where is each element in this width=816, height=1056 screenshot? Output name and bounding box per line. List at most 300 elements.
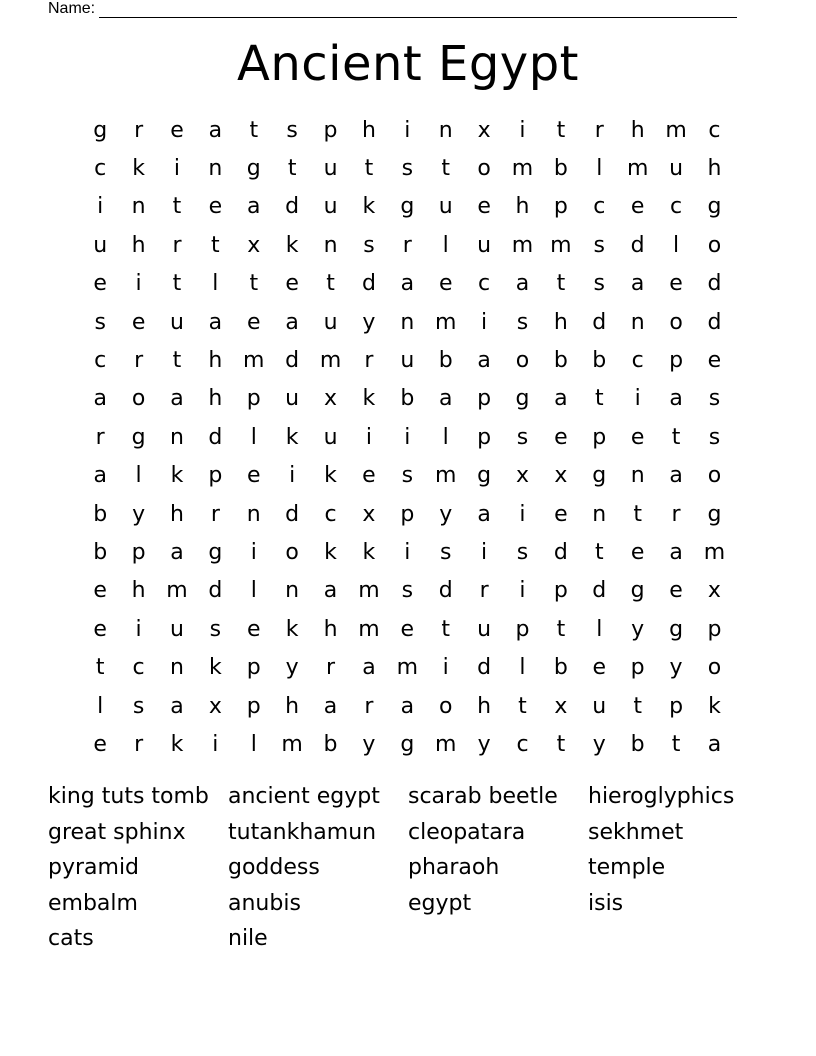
grid-cell[interactable]: a: [515, 271, 530, 297]
grid-cell[interactable]: o: [707, 463, 722, 489]
word-list-item: anubis: [228, 890, 301, 916]
grid-cell[interactable]: c: [94, 348, 107, 374]
grid-cell[interactable]: o: [285, 539, 299, 565]
grid-cell[interactable]: e: [630, 424, 645, 450]
grid-cell[interactable]: k: [362, 194, 376, 220]
word-list: [48, 779, 768, 957]
grid-cell[interactable]: i: [634, 386, 641, 412]
grid-cell[interactable]: x: [707, 578, 721, 604]
grid-cell[interactable]: l: [672, 232, 680, 258]
grid-cell[interactable]: u: [323, 194, 338, 220]
grid-cell[interactable]: h: [477, 693, 492, 719]
grid-cell[interactable]: t: [556, 731, 566, 757]
grid-cell[interactable]: k: [362, 386, 376, 412]
grid-cell[interactable]: d: [361, 271, 376, 297]
grid-cell[interactable]: u: [323, 156, 338, 182]
grid-cell[interactable]: o: [477, 156, 491, 182]
grid-cell[interactable]: r: [594, 117, 604, 143]
grid-cell[interactable]: d: [707, 271, 722, 297]
grid-cell[interactable]: a: [323, 578, 338, 604]
grid-cell[interactable]: t: [671, 424, 681, 450]
grid-cell[interactable]: a: [93, 463, 107, 489]
grid-cell[interactable]: p: [630, 655, 645, 681]
grid-cell[interactable]: h: [630, 117, 645, 143]
grid-cell[interactable]: y: [592, 731, 606, 757]
grid-cell[interactable]: a: [630, 271, 645, 297]
grid-cell[interactable]: e: [438, 271, 453, 297]
grid-cell[interactable]: e: [93, 731, 107, 757]
grid-cell[interactable]: i: [442, 655, 449, 681]
grid-cell[interactable]: p: [323, 117, 338, 143]
grid-cell[interactable]: c: [132, 655, 145, 681]
grid-cell[interactable]: t: [556, 616, 566, 642]
grid-cell[interactable]: m: [166, 578, 188, 604]
grid-cell[interactable]: g: [400, 194, 415, 220]
grid-cell[interactable]: d: [630, 232, 645, 258]
grid-cell[interactable]: e: [554, 424, 568, 450]
grid-cell[interactable]: s: [708, 424, 721, 450]
grid-cell[interactable]: k: [708, 693, 721, 719]
grid-cell[interactable]: r: [134, 117, 144, 143]
grid-cell[interactable]: i: [97, 194, 104, 220]
grid-cell[interactable]: p: [669, 693, 684, 719]
grid-cell[interactable]: m: [434, 731, 457, 757]
grid-cell[interactable]: e: [707, 348, 722, 374]
grid-cell[interactable]: l: [212, 271, 219, 297]
grid-cell[interactable]: t: [326, 271, 335, 297]
grid-cell[interactable]: s: [439, 539, 452, 565]
grid-cell[interactable]: t: [441, 156, 451, 182]
grid-cell[interactable]: n: [131, 194, 146, 220]
grid-cell[interactable]: d: [208, 424, 223, 450]
grid-cell[interactable]: o: [131, 386, 146, 412]
grid-cell[interactable]: e: [362, 463, 376, 489]
grid-cell[interactable]: s: [593, 271, 605, 297]
grid-cell[interactable]: n: [438, 117, 453, 143]
grid-cell[interactable]: r: [402, 232, 412, 258]
grid-row: [81, 457, 734, 495]
grid-cell[interactable]: p: [477, 386, 492, 412]
grid-cell[interactable]: n: [592, 501, 607, 527]
grid-cell[interactable]: l: [442, 232, 449, 258]
grid-cell[interactable]: d: [285, 194, 300, 220]
grid-cell[interactable]: a: [400, 271, 415, 297]
grid-cell[interactable]: x: [362, 501, 376, 527]
grid-cell[interactable]: s: [94, 309, 106, 335]
grid-cell[interactable]: s: [708, 386, 721, 412]
grid-cell[interactable]: n: [246, 501, 261, 527]
grid-cell[interactable]: t: [633, 693, 642, 719]
grid-cell[interactable]: u: [323, 309, 338, 335]
grid-cell[interactable]: m: [319, 348, 342, 374]
grid-cell[interactable]: h: [285, 693, 300, 719]
grid-cell[interactable]: u: [170, 309, 184, 335]
grid-cell[interactable]: c: [593, 194, 606, 220]
grid-cell[interactable]: y: [132, 501, 146, 527]
grid-cell[interactable]: h: [361, 117, 376, 143]
grid-cell[interactable]: c: [94, 156, 107, 182]
grid-cell[interactable]: b: [630, 731, 645, 757]
grid-cell[interactable]: g: [707, 194, 722, 220]
grid-cell[interactable]: i: [173, 156, 181, 182]
grid-cell[interactable]: l: [442, 424, 449, 450]
grid-cell[interactable]: d: [592, 578, 607, 604]
grid-cell[interactable]: x: [208, 693, 222, 719]
grid-cell[interactable]: h: [131, 232, 146, 258]
word-list-item: king tuts tomb: [48, 784, 209, 809]
grid-cell[interactable]: m: [281, 731, 303, 757]
grid-cell[interactable]: p: [592, 424, 607, 450]
grid-cell[interactable]: c: [478, 271, 491, 297]
grid-cell[interactable]: u: [477, 616, 492, 642]
grid-cell[interactable]: a: [93, 386, 107, 412]
grid-cell[interactable]: n: [170, 424, 184, 450]
grid-cell[interactable]: l: [250, 731, 257, 757]
grid-cell[interactable]: i: [250, 539, 257, 565]
grid-cell[interactable]: g: [669, 616, 684, 642]
grid-cell[interactable]: t: [287, 156, 297, 182]
grid-cell[interactable]: u: [669, 156, 684, 182]
grid-cell[interactable]: d: [285, 348, 300, 374]
grid-cell[interactable]: t: [633, 501, 642, 527]
grid-cell[interactable]: u: [592, 693, 607, 719]
grid-cell[interactable]: g: [208, 539, 223, 565]
grid-row: [81, 533, 734, 571]
grid-cell[interactable]: h: [553, 309, 568, 335]
grid-cell[interactable]: e: [400, 616, 415, 642]
name-underline[interactable]: [99, 3, 737, 18]
grid-cell[interactable]: e: [477, 194, 491, 220]
grid-cell[interactable]: l: [250, 424, 257, 450]
grid-cell[interactable]: m: [703, 539, 726, 565]
grid-cell[interactable]: y: [362, 309, 376, 335]
grid-cell[interactable]: o: [515, 348, 530, 374]
grid-row: [81, 188, 734, 226]
grid-cell[interactable]: s: [401, 156, 414, 182]
grid-cell[interactable]: s: [593, 232, 605, 258]
grid-cell[interactable]: a: [208, 117, 223, 143]
grid-cell[interactable]: l: [250, 578, 257, 604]
grid-cell[interactable]: a: [707, 731, 722, 757]
grid-cell[interactable]: c: [708, 117, 721, 143]
grid-cell[interactable]: e: [592, 655, 607, 681]
grid-cell[interactable]: g: [131, 424, 146, 450]
grid-cell[interactable]: o: [707, 232, 722, 258]
grid-cell[interactable]: g: [707, 501, 722, 527]
grid-cell[interactable]: b: [553, 348, 568, 374]
grid-cell[interactable]: r: [326, 655, 336, 681]
grid-cell[interactable]: m: [434, 463, 457, 489]
grid-cell[interactable]: k: [170, 731, 184, 757]
grid-cell[interactable]: t: [249, 117, 259, 143]
grid-cell[interactable]: p: [131, 539, 146, 565]
grid-cell[interactable]: o: [707, 655, 722, 681]
grid-cell[interactable]: a: [170, 386, 184, 412]
grid-cell[interactable]: b: [553, 156, 568, 182]
grid-cell[interactable]: s: [363, 232, 375, 258]
grid-cell[interactable]: s: [401, 578, 414, 604]
grid-cell[interactable]: b: [438, 348, 453, 374]
grid-cell[interactable]: a: [477, 348, 491, 374]
grid-cell[interactable]: a: [669, 539, 683, 565]
grid-cell[interactable]: m: [358, 616, 380, 642]
grid-cell[interactable]: r: [364, 693, 374, 719]
grid-cell[interactable]: a: [247, 194, 261, 220]
grid-cell[interactable]: k: [324, 463, 337, 489]
grid-cell[interactable]: p: [553, 578, 568, 604]
grid-cell[interactable]: g: [592, 463, 607, 489]
grid-cell[interactable]: e: [170, 117, 184, 143]
grid-cell[interactable]: e: [554, 501, 568, 527]
grid-row: [81, 226, 734, 264]
grid-cell[interactable]: a: [170, 539, 184, 565]
grid-cell[interactable]: d: [477, 655, 492, 681]
grid-cell[interactable]: i: [212, 731, 219, 757]
grid-cell[interactable]: l: [596, 156, 603, 182]
grid-cell[interactable]: t: [556, 271, 566, 297]
grid-cell[interactable]: e: [246, 463, 261, 489]
grid-cell[interactable]: i: [404, 539, 411, 565]
grid-cell[interactable]: k: [285, 616, 299, 642]
grid-cell[interactable]: i: [365, 424, 372, 450]
grid-cell[interactable]: p: [477, 424, 492, 450]
grid-cell[interactable]: b: [592, 348, 607, 374]
grid-cell[interactable]: r: [172, 232, 182, 258]
grid-cell[interactable]: l: [97, 693, 104, 719]
grid-cell[interactable]: d: [438, 578, 453, 604]
grid-cell[interactable]: e: [131, 309, 146, 335]
grid-cell[interactable]: d: [285, 501, 300, 527]
grid-cell[interactable]: y: [439, 501, 453, 527]
grid-cell[interactable]: s: [516, 539, 529, 565]
grid-cell[interactable]: k: [208, 655, 222, 681]
grid-cell[interactable]: p: [707, 616, 722, 642]
grid-cell[interactable]: m: [434, 309, 457, 335]
grid-cell[interactable]: e: [669, 271, 683, 297]
grid-cell[interactable]: d: [592, 309, 607, 335]
grid-cell[interactable]: n: [400, 309, 415, 335]
grid-cell[interactable]: x: [247, 232, 261, 258]
grid-cell[interactable]: e: [630, 539, 645, 565]
grid-cell[interactable]: e: [93, 271, 107, 297]
grid-cell[interactable]: t: [518, 693, 527, 719]
grid-cell[interactable]: a: [208, 309, 223, 335]
grid-cell[interactable]: s: [516, 309, 529, 335]
grid-cell[interactable]: y: [669, 655, 683, 681]
grid-cell[interactable]: i: [135, 271, 142, 297]
grid-cell[interactable]: n: [170, 655, 184, 681]
grid-cell[interactable]: a: [477, 501, 491, 527]
grid-cell[interactable]: o: [669, 309, 683, 335]
grid-cell[interactable]: y: [362, 731, 376, 757]
grid-cell[interactable]: k: [285, 232, 299, 258]
grid-cell[interactable]: m: [358, 578, 380, 604]
grid-cell[interactable]: c: [670, 194, 683, 220]
grid-cell[interactable]: p: [246, 693, 261, 719]
grid-cell[interactable]: p: [553, 194, 568, 220]
grid-cell[interactable]: a: [669, 463, 683, 489]
grid-cell[interactable]: y: [631, 616, 645, 642]
grid-cell[interactable]: i: [519, 578, 526, 604]
grid-cell[interactable]: s: [132, 693, 145, 719]
grid-cell[interactable]: u: [438, 194, 453, 220]
grid-cell[interactable]: l: [519, 655, 526, 681]
grid-cell[interactable]: e: [285, 271, 299, 297]
grid-cell[interactable]: t: [172, 194, 182, 220]
grid-cell[interactable]: e: [630, 194, 645, 220]
grid-cell[interactable]: a: [323, 693, 338, 719]
grid-cell[interactable]: x: [554, 693, 568, 719]
grid-cell[interactable]: a: [285, 309, 299, 335]
grid-cell[interactable]: b: [553, 655, 568, 681]
grid-cell[interactable]: r: [134, 348, 144, 374]
grid-cell[interactable]: s: [286, 117, 298, 143]
grid-cell[interactable]: t: [594, 539, 604, 565]
grid-cell[interactable]: u: [93, 232, 108, 258]
grid-cell[interactable]: h: [515, 194, 530, 220]
grid-cell[interactable]: r: [210, 501, 220, 527]
grid-cell[interactable]: i: [404, 424, 411, 450]
grid-row: [81, 341, 734, 379]
grid-cell[interactable]: n: [630, 463, 645, 489]
grid-cell[interactable]: n: [285, 578, 300, 604]
grid-cell[interactable]: e: [246, 309, 261, 335]
grid-cell[interactable]: g: [93, 117, 108, 143]
grid-cell[interactable]: i: [135, 616, 142, 642]
grid-cell[interactable]: e: [93, 578, 107, 604]
grid-cell[interactable]: m: [511, 232, 534, 258]
grid-cell[interactable]: n: [630, 309, 645, 335]
grid-cell[interactable]: p: [246, 655, 261, 681]
grid-cell[interactable]: r: [364, 348, 374, 374]
grid-cell[interactable]: k: [285, 424, 299, 450]
grid-cell[interactable]: r: [479, 578, 489, 604]
grid-cell[interactable]: m: [243, 348, 265, 374]
grid-cell[interactable]: g: [246, 156, 261, 182]
grid-cell[interactable]: t: [364, 156, 374, 182]
grid-cell[interactable]: t: [556, 117, 566, 143]
grid-cell[interactable]: x: [477, 117, 491, 143]
grid-cell[interactable]: s: [209, 616, 222, 642]
grid-cell[interactable]: r: [671, 501, 681, 527]
grid-cell[interactable]: u: [477, 232, 492, 258]
grid-cell[interactable]: i: [404, 117, 411, 143]
grid-cell[interactable]: u: [400, 348, 415, 374]
grid-cell[interactable]: p: [246, 386, 261, 412]
grid-cell[interactable]: a: [170, 693, 184, 719]
grid-cell[interactable]: b: [323, 731, 338, 757]
grid-cell[interactable]: i: [519, 117, 526, 143]
grid-cell[interactable]: e: [93, 616, 107, 642]
grid-cell[interactable]: m: [396, 655, 419, 681]
grid-cell[interactable]: p: [669, 348, 684, 374]
grid-cell[interactable]: m: [626, 156, 649, 182]
grid-cell[interactable]: h: [323, 616, 338, 642]
grid-cell[interactable]: b: [93, 539, 108, 565]
grid-cell[interactable]: g: [400, 731, 415, 757]
word-list-item: tutankhamun: [228, 819, 377, 845]
grid-cell[interactable]: h: [707, 156, 722, 182]
grid-cell[interactable]: c: [631, 348, 644, 374]
grid-cell[interactable]: u: [285, 386, 300, 412]
grid-cell[interactable]: n: [323, 232, 338, 258]
grid-cell[interactable]: r: [134, 731, 144, 757]
grid-cell[interactable]: i: [481, 309, 488, 335]
grid-cell[interactable]: y: [285, 655, 299, 681]
grid-cell[interactable]: a: [438, 386, 453, 412]
grid-cell[interactable]: a: [554, 386, 568, 412]
grid-cell[interactable]: m: [511, 156, 534, 182]
grid-cell[interactable]: t: [671, 731, 681, 757]
grid-cell[interactable]: m: [665, 117, 687, 143]
grid-cell[interactable]: r: [95, 424, 105, 450]
grid-cell[interactable]: k: [362, 539, 376, 565]
grid-cell[interactable]: h: [131, 578, 146, 604]
grid-cell[interactable]: i: [289, 463, 296, 489]
grid-cell[interactable]: y: [477, 731, 491, 757]
grid-cell[interactable]: d: [707, 309, 722, 335]
grid-cell[interactable]: l: [596, 616, 603, 642]
grid-cell[interactable]: t: [172, 348, 182, 374]
grid-cell[interactable]: t: [441, 616, 451, 642]
grid-cell[interactable]: e: [669, 578, 683, 604]
grid-cell[interactable]: x: [515, 463, 529, 489]
grid-cell[interactable]: n: [208, 156, 223, 182]
grid-cell[interactable]: d: [208, 578, 223, 604]
grid-cell[interactable]: s: [401, 463, 414, 489]
name-field[interactable]: [48, 0, 737, 18]
grid-cell[interactable]: m: [550, 232, 572, 258]
grid-cell[interactable]: a: [362, 655, 376, 681]
grid-cell[interactable]: c: [516, 731, 529, 757]
grid-cell[interactable]: t: [95, 655, 105, 681]
grid-cell[interactable]: t: [211, 232, 220, 258]
grid-cell[interactable]: k: [324, 539, 337, 565]
grid-cell[interactable]: a: [400, 693, 415, 719]
grid-cell[interactable]: i: [481, 539, 488, 565]
grid-cell[interactable]: a: [669, 386, 683, 412]
grid-cell[interactable]: g: [477, 463, 492, 489]
grid-cell[interactable]: k: [132, 156, 145, 182]
grid-cell[interactable]: i: [519, 501, 526, 527]
grid-cell[interactable]: b: [93, 501, 108, 527]
grid-cell[interactable]: e: [246, 616, 261, 642]
grid-cell[interactable]: u: [323, 424, 338, 450]
grid-cell[interactable]: t: [172, 271, 182, 297]
grid-cell[interactable]: e: [208, 194, 223, 220]
grid-cell[interactable]: p: [400, 501, 415, 527]
grid-cell[interactable]: x: [554, 463, 568, 489]
grid-cell[interactable]: g: [515, 386, 530, 412]
grid-cell[interactable]: c: [324, 501, 337, 527]
grid-cell[interactable]: t: [594, 386, 604, 412]
grid-cell[interactable]: h: [208, 348, 223, 374]
grid-cell[interactable]: p: [515, 616, 530, 642]
grid-cell[interactable]: h: [170, 501, 184, 527]
grid-cell[interactable]: l: [135, 463, 142, 489]
grid-cell[interactable]: b: [400, 386, 415, 412]
grid-cell[interactable]: u: [170, 616, 184, 642]
grid-cell[interactable]: x: [324, 386, 338, 412]
grid-cell[interactable]: t: [249, 271, 259, 297]
grid-cell[interactable]: s: [516, 424, 529, 450]
grid-cell[interactable]: g: [630, 578, 645, 604]
grid-cell[interactable]: h: [208, 386, 223, 412]
grid-cell[interactable]: d: [553, 539, 568, 565]
grid-cell[interactable]: k: [170, 463, 184, 489]
grid-cell[interactable]: p: [208, 463, 223, 489]
grid-cell[interactable]: o: [438, 693, 453, 719]
